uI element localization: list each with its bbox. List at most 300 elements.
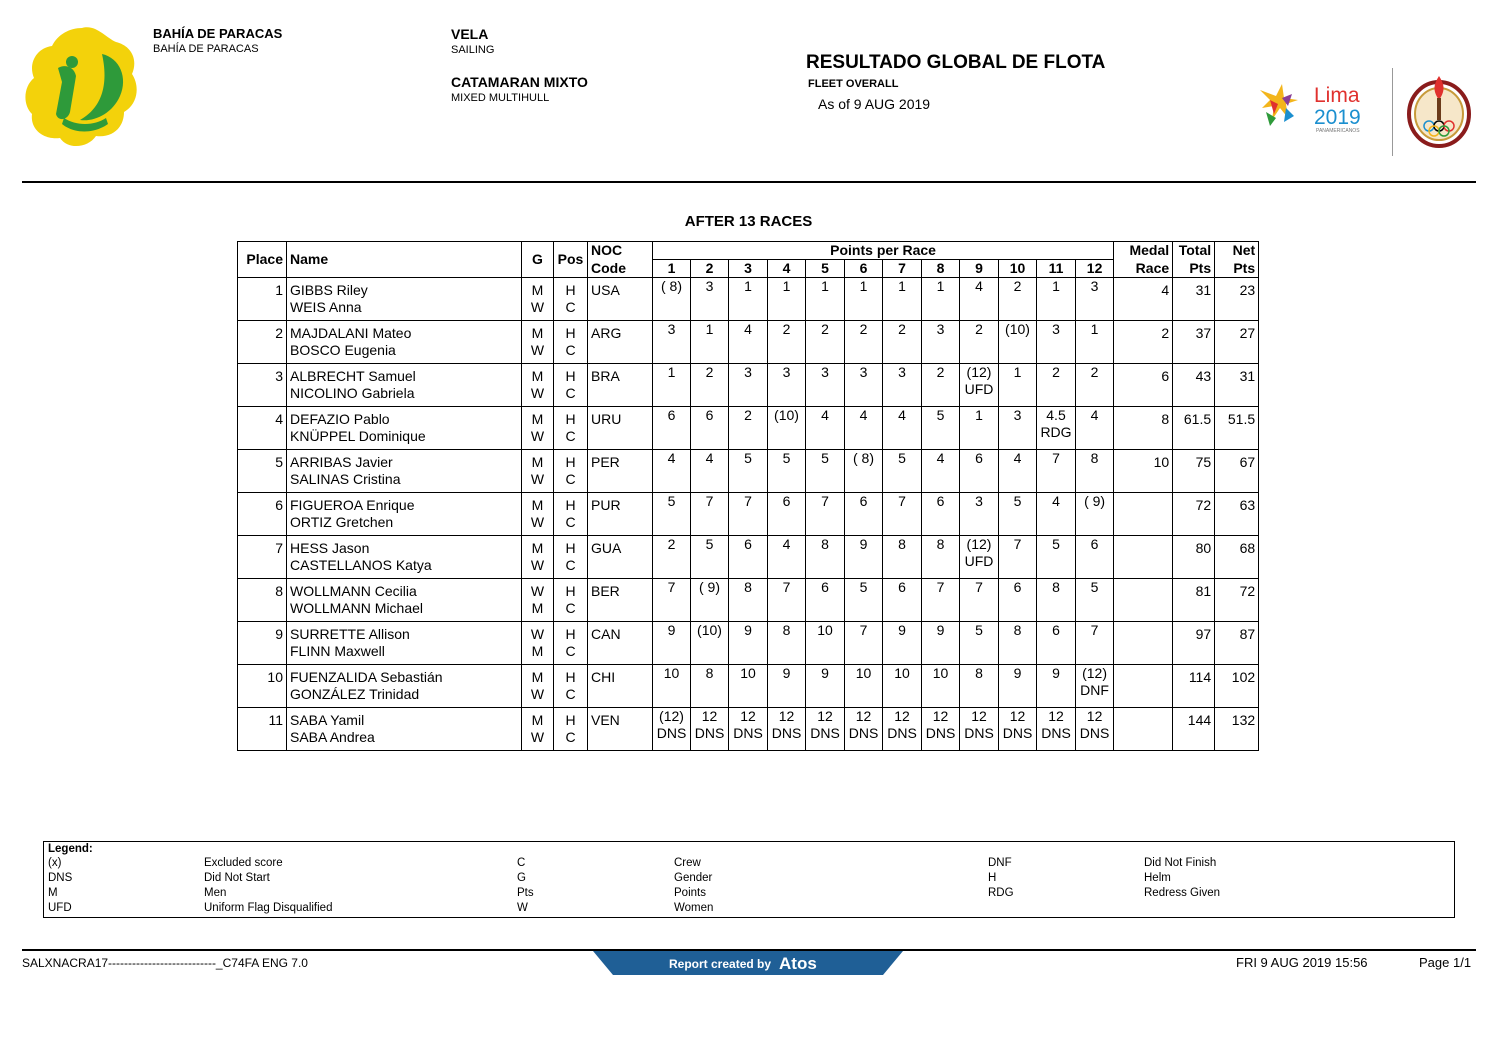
race-10-cell [999,536,1037,579]
crew-names-cell [287,321,522,364]
race-1-cell [653,364,691,407]
race-code: UFD [964,381,994,397]
race-2-cell [691,493,729,536]
position-line-2: C [565,643,576,659]
position-cell [554,407,588,450]
race-5-cell [806,536,845,579]
gender-line-2: W [530,514,545,530]
race-score: 4 [898,407,906,423]
race-score: 8 [936,536,945,552]
race-1-cell [653,708,691,751]
report-created-by: Report created by [669,957,772,971]
legend-key: C [517,857,526,869]
race-11-cell [1037,407,1076,450]
race-score: 4 [1052,493,1060,509]
position-line-1: H [565,411,576,427]
race-7-cell [883,321,922,364]
noc-code: USA [591,282,620,298]
legend-key: DNF [988,857,1012,869]
medal-race-cell [1114,708,1173,751]
place-cell [238,321,287,364]
race-score: 6 [1052,622,1060,638]
race-code: DNS [1002,725,1033,741]
race-7-cell [883,407,922,450]
gender-cell [522,536,554,579]
net-points-value: 68 [1239,540,1256,556]
medal-race-cell [1114,579,1173,622]
legend-box [43,841,1455,918]
gender-cell [522,622,554,665]
race-score: 6 [744,536,752,552]
position-line-2: C [565,299,576,315]
race-9-header: 9 [960,260,999,278]
race-6-cell [845,450,883,493]
race-score: 9 [667,622,676,638]
position-cell [554,536,588,579]
race-code: DNS [1079,725,1110,741]
race-8-cell [922,364,960,407]
races-subtitle: AFTER 13 RACES [684,213,813,230]
race-score: 12 [1009,708,1026,724]
place-cell [238,364,287,407]
race-12-cell [1076,622,1114,665]
race-9-cell [960,708,999,751]
table-row [238,321,1259,364]
noc-cell [588,278,653,321]
position-line-1: H [565,583,576,599]
race-score: (10) [697,622,722,638]
race-score: 7 [821,493,829,509]
total-points-cell [1173,493,1215,536]
race-7-cell [883,579,922,622]
race-6-cell [845,536,883,579]
race-6-cell [845,321,883,364]
gender-cell [522,450,554,493]
race-11-cell [1037,665,1076,708]
race-4-cell [768,278,806,321]
col-place-header: Place [238,242,287,278]
legend-value: Women [674,902,714,914]
race-code: DNS [694,725,725,741]
medal-race-cell [1114,407,1173,450]
race-2-cell [691,450,729,493]
race-8-cell [922,665,960,708]
race-score: 4 [975,278,983,294]
race-score: 8 [705,665,714,681]
race-1-cell [653,622,691,665]
panam-sports-emblem [1404,70,1474,150]
race-score: (10) [1005,321,1030,337]
race-8-cell [922,536,960,579]
position-line-1: H [565,282,576,298]
race-score: 4 [821,407,829,423]
race-score: 10 [894,665,910,681]
table-row [238,407,1259,450]
place-value: 5 [275,454,283,470]
race-12-cell [1076,364,1114,407]
legend-value: Excluded score [204,857,283,869]
race-score: (12) [659,708,684,724]
race-score: 6 [705,407,714,423]
race-score: 7 [1090,622,1099,638]
race-2-cell [691,278,729,321]
total-points-cell [1173,536,1215,579]
race-score: 5 [705,536,714,552]
race-2-cell [691,364,729,407]
gender-cell [522,278,554,321]
race-score: ( 9) [699,579,720,595]
race-9-cell [960,579,999,622]
noc-code: URU [591,411,622,427]
position-line-2: C [565,600,576,616]
total-points-value: 31 [1195,282,1212,298]
race-11-cell [1037,278,1076,321]
crew-names-cell [287,278,522,321]
position-cell [554,622,588,665]
position-line-1: H [565,669,576,685]
race-9-cell [960,493,999,536]
crew-names-cell [287,364,522,407]
race-score: 3 [936,321,945,337]
race-7-cell [883,536,922,579]
race-code: DNS [848,725,879,741]
race-8-cell [922,321,960,364]
race-2-cell [691,321,729,364]
race-score: 5 [1013,493,1022,509]
race-5-cell [806,622,845,665]
race-score: 12 [855,708,872,724]
race-10-cell [999,622,1037,665]
race-score: 1 [744,278,752,294]
total-points-value: 97 [1195,626,1212,642]
race-12-cell [1076,450,1114,493]
race-score: 7 [1013,536,1022,552]
results-table [237,241,1259,751]
legend-value: Helm [1144,872,1171,884]
total-points-value: 81 [1195,583,1212,599]
race-8-cell [922,493,960,536]
race-score: 5 [667,493,676,509]
race-7-cell [883,622,922,665]
race-score: 12 [1048,708,1064,724]
net-points-value: 67 [1239,454,1256,470]
race-score: (12) [966,536,992,552]
race-5-cell [806,579,845,622]
race-11-cell [1037,622,1076,665]
crew-name-line-2: FLINN Maxwell [290,643,385,659]
race-score: 2 [782,321,791,337]
total-points-cell [1173,665,1215,708]
total-points-value: 37 [1195,325,1212,341]
crew-name-line-1: WOLLMANN Cecilia [290,583,417,599]
gender-cell [522,407,554,450]
race-score: 3 [898,364,906,380]
legend-title: Legend: [48,843,93,855]
race-12-cell [1076,708,1114,751]
table-row [238,364,1259,407]
total-points-value: 75 [1195,454,1212,470]
race-12-cell [1076,665,1114,708]
race-score: 4.5 [1046,407,1066,423]
total-points-cell [1173,364,1215,407]
net-points-cell [1215,278,1259,321]
race-3-cell [729,407,768,450]
atos-brand: Atos [779,954,817,973]
total-points-value: 61.5 [1183,411,1212,427]
total-points-cell [1173,622,1215,665]
race-score: 3 [782,364,791,380]
report-banner [593,951,903,975]
race-1-header: 1 [653,260,691,278]
race-score: 10 [663,665,680,681]
position-line-2: C [565,385,576,401]
race-score: 1 [821,278,829,294]
race-score: 12 [971,708,987,724]
race-8-cell [922,622,960,665]
crew-name-line-1: ARRIBAS Javier [290,454,393,470]
legend-key: W [517,902,528,914]
race-score: ( 9) [1084,493,1106,509]
medal-race-value: 6 [1161,368,1170,384]
venue-name-en: BAHÍA DE PARACAS [153,43,259,55]
race-5-cell [806,665,845,708]
race-score: 5 [821,450,829,466]
race-score: 10 [817,622,833,638]
race-3-cell [729,493,768,536]
noc-code: VEN [591,712,620,728]
race-score: ( 8) [853,450,874,466]
crew-name-line-2: GONZÁLEZ Trinidad [290,686,420,702]
race-score: 1 [1013,364,1022,380]
crew-name-line-1: ALBRECHT Samuel [290,368,416,384]
race-score: 3 [1090,278,1099,294]
report-code: SALXNACRA17---------------------------_C74FA ENG 7.0 [22,956,308,970]
race-score: 8 [1090,450,1099,466]
crew-names-cell [287,407,522,450]
noc-cell [588,407,653,450]
race-score: 9 [859,536,868,552]
total-points-value: 80 [1195,540,1212,556]
gender-line-1: M [531,282,544,298]
race-score: 9 [898,622,906,638]
crew-name-line-2: SALINAS Cristina [290,471,401,487]
net-points-value: 27 [1239,325,1256,341]
legend-value: Men [204,887,227,899]
race-score: 9 [936,622,945,638]
race-score: 5 [936,407,945,423]
position-line-2: C [565,514,576,530]
noc-code: CAN [591,626,621,642]
place-cell [238,407,287,450]
medal-race-value: 10 [1153,454,1170,470]
crew-name-line-2: BOSCO Eugenia [290,342,396,358]
medal-race-cell [1114,665,1173,708]
crew-names-cell [287,622,522,665]
col-net-header-2: Pts [1215,260,1259,278]
table-row [238,622,1259,665]
crew-name-line-2: KNÜPPEL Dominique [290,428,426,444]
venue-name: BAHÍA DE PARACAS [153,26,283,41]
place-value: 2 [275,325,283,341]
legend-key: Pts [517,887,534,899]
race-11-cell [1037,579,1076,622]
table-row [238,536,1259,579]
race-score: 4 [1013,450,1022,466]
legend-key: M [48,887,58,899]
medal-race-cell [1114,450,1173,493]
total-points-cell [1173,708,1215,751]
race-10-cell [999,364,1037,407]
total-points-cell [1173,278,1215,321]
place-cell [238,665,287,708]
race-11-cell [1037,364,1076,407]
legend-value: Redress Given [1144,887,1221,899]
race-score: 12 [740,708,756,724]
race-6-cell [845,708,883,751]
col-medal-header-2: Race [1114,260,1173,278]
net-points-cell [1215,321,1259,364]
place-value: 8 [275,583,283,599]
crew-name-line-1: MAJDALANI Mateo [290,325,412,341]
net-points-value: 31 [1239,368,1256,384]
race-score: 12 [701,708,718,724]
race-4-header: 4 [768,260,806,278]
crew-name-line-1: GIBBS Riley [290,282,368,298]
gender-line-2: W [530,557,545,573]
gender-cell [522,579,554,622]
race-score: 2 [667,536,676,552]
crew-name-line-2: ORTIZ Gretchen [290,514,394,530]
race-9-cell [960,364,999,407]
noc-code: ARG [591,325,622,341]
medal-race-value: 8 [1161,411,1170,427]
race-score: 1 [705,321,714,337]
lima-logo-year: 2019 [1314,106,1361,129]
noc-cell [588,364,653,407]
race-4-cell [768,579,806,622]
gender-line-1: M [531,669,544,685]
position-line-2: C [565,428,576,444]
race-10-cell [999,278,1037,321]
net-points-cell [1215,536,1259,579]
position-line-2: C [565,729,576,745]
race-10-cell [999,493,1037,536]
race-1-cell [653,407,691,450]
position-line-2: C [565,557,576,573]
position-line-2: C [565,686,576,702]
race-score: 2 [705,364,714,380]
noc-code: CHI [591,669,616,685]
race-score: 1 [859,278,868,294]
legend-key: H [988,872,997,884]
legend-value: Gender [674,872,713,884]
col-noc-header-1: NOC [588,242,653,260]
crew-name-line-2: SABA Andrea [290,729,375,745]
race-score: 4 [705,450,714,466]
race-12-header: 12 [1076,260,1114,278]
race-score: 8 [1013,622,1022,638]
race-score: 3 [975,493,983,509]
race-code: DNS [810,725,840,741]
race-5-cell [806,450,845,493]
crew-name-line-2: WEIS Anna [290,299,362,315]
gender-line-1: M [531,712,544,728]
position-line-1: H [565,454,576,470]
medal-race-value: 4 [1161,282,1170,298]
table-row [238,493,1259,536]
col-total-header-1: Total [1173,242,1215,260]
race-4-cell [768,536,806,579]
place-value: 7 [275,540,283,556]
race-score: 4 [859,407,868,423]
gender-line-1: M [531,368,544,384]
race-score: 9 [782,665,791,681]
crew-names-cell [287,536,522,579]
race-score: 1 [1052,278,1060,294]
race-8-cell [922,708,960,751]
position-line-2: C [565,471,576,487]
race-score: 6 [936,493,945,509]
race-6-cell [845,493,883,536]
race-8-cell [922,278,960,321]
race-2-cell [691,622,729,665]
position-line-1: H [565,540,576,556]
race-score: 8 [975,665,983,681]
page-number: Page 1/1 [1419,955,1472,970]
race-score: 4 [667,450,676,466]
race-10-cell [999,321,1037,364]
race-2-cell [691,536,729,579]
col-net-header-1: Net [1215,242,1259,260]
place-value: 6 [275,497,283,513]
race-score: 5 [898,450,906,466]
race-score: 8 [744,579,752,595]
medal-race-cell [1114,364,1173,407]
race-score: 6 [898,579,906,595]
race-5-cell [806,493,845,536]
net-points-cell [1215,450,1259,493]
noc-code: PER [591,454,620,470]
race-score: 6 [667,407,676,423]
race-score: 9 [744,622,752,638]
race-score: 5 [782,450,791,466]
gender-line-2: W [530,428,545,444]
race-12-cell [1076,407,1114,450]
race-score: 12 [894,708,910,724]
gender-line-1: M [531,325,544,341]
race-score: 1 [1090,321,1099,337]
total-points-value: 72 [1195,497,1212,513]
place-cell [238,622,287,665]
position-line-1: H [565,626,576,642]
legend-key: RDG [988,887,1014,899]
race-score: 3 [667,321,676,337]
legend-key: G [517,872,526,884]
gender-line-2: W [530,299,545,315]
noc-cell [588,536,653,579]
race-8-cell [922,579,960,622]
total-points-cell [1173,450,1215,493]
race-3-cell [729,536,768,579]
noc-cell [588,579,653,622]
race-score: 2 [1013,278,1022,294]
legend-value: Did Not Start [204,872,270,884]
lima-logo-sub: PANAMERICANOS [1316,128,1360,134]
race-score: 7 [667,579,676,595]
medal-race-cell [1114,321,1173,364]
race-code: DNS [925,725,956,741]
noc-code: BRA [591,368,620,384]
